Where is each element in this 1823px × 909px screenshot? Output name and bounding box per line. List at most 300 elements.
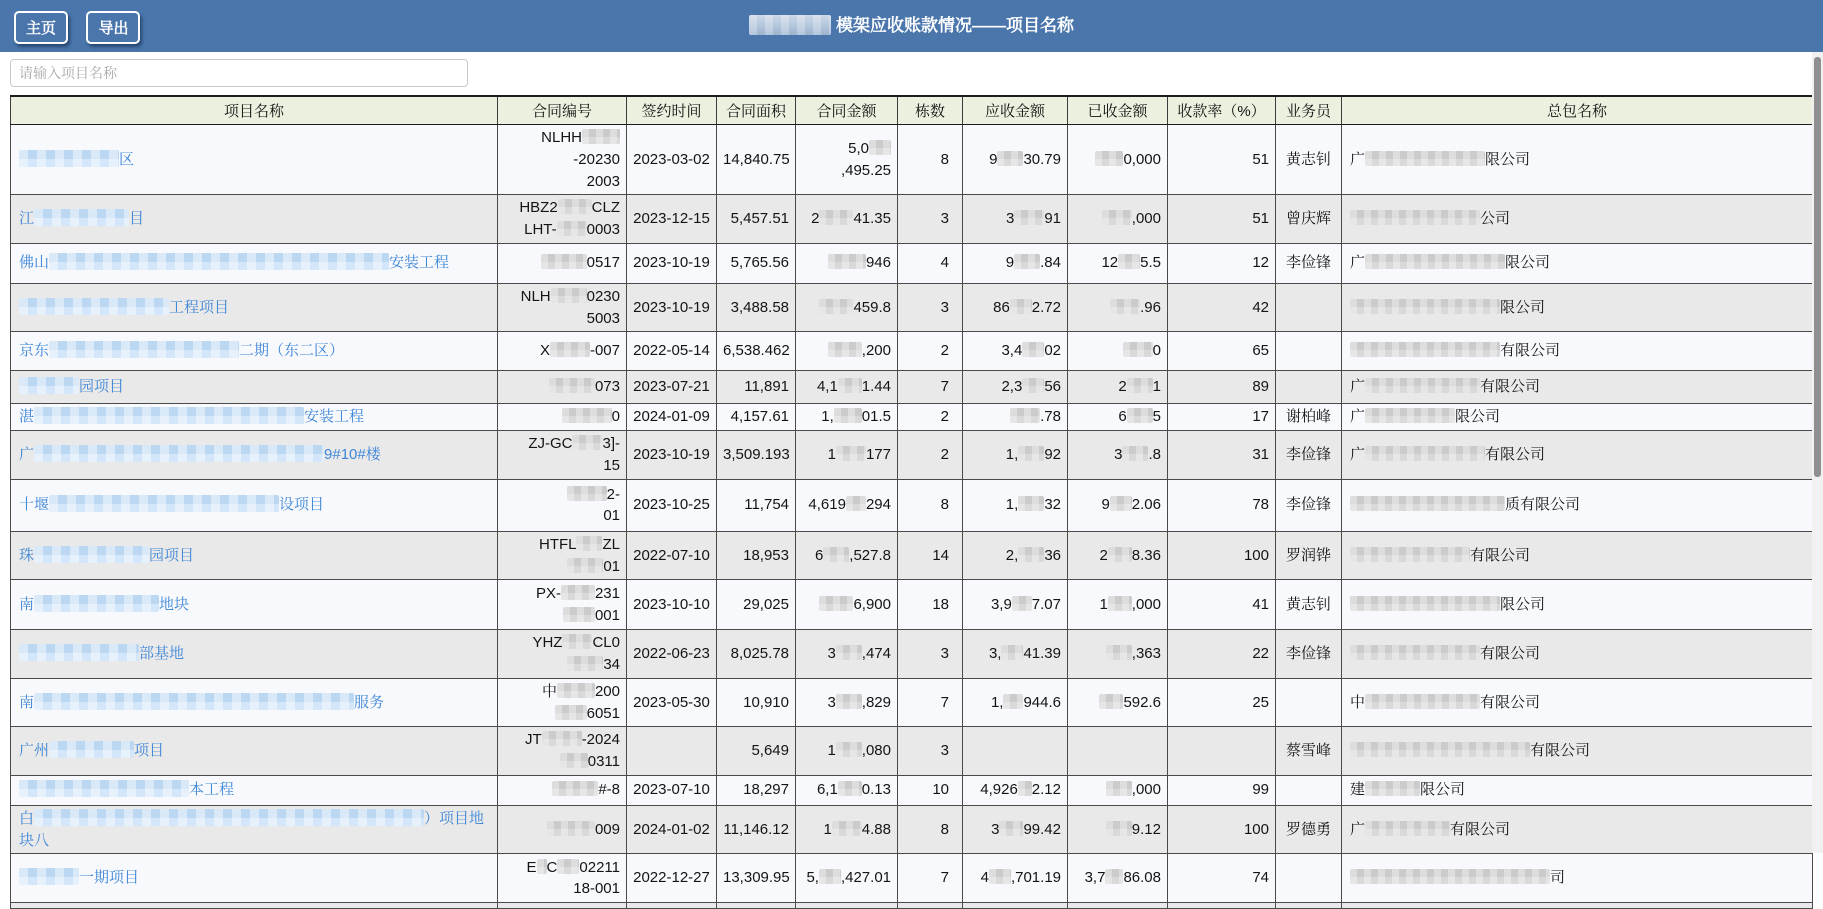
table-header-row — [11, 96, 1813, 125]
redacted-text — [1127, 378, 1153, 393]
cell-received: 12 5.5 — [1068, 243, 1168, 283]
redacted-text — [1350, 342, 1500, 357]
redacted-text — [1106, 821, 1132, 836]
redacted-text — [1365, 821, 1450, 836]
cell-contractor: 有限公司 — [1342, 630, 1813, 679]
column-header-receivable: 应收金额 — [963, 96, 1068, 125]
cell-name — [11, 678, 498, 727]
table-row — [11, 727, 1813, 776]
cell-blocks: 7 — [898, 678, 963, 727]
table-row — [11, 332, 1813, 371]
cell-no: ZJ-GC 3]- 15 — [498, 431, 627, 480]
cell-blocks: 2 — [898, 332, 963, 371]
cell-blocks: 8 — [898, 805, 963, 854]
cell-no — [498, 903, 627, 909]
cell-date: 2023-10-19 — [627, 283, 717, 332]
column-header-received: 已收金额 — [1068, 96, 1168, 125]
cell-name — [11, 332, 498, 371]
cell-contractor: 广 有限公司 — [1342, 431, 1813, 480]
redacted-text — [838, 378, 862, 393]
cell-no: NLH 0230 5003 — [498, 283, 627, 332]
cell-area: 11,754 — [717, 479, 796, 531]
page-title-text: 模架应收账款情况——项目名称 — [836, 16, 1074, 35]
redacted-text — [555, 705, 587, 720]
redacted-text — [1365, 446, 1485, 461]
table-row — [11, 854, 1813, 903]
cell-sales: 黄志钊 — [1276, 125, 1342, 195]
redacted-text — [1110, 496, 1132, 511]
cell-rate: 78 — [1168, 479, 1276, 531]
cell-sales — [1276, 678, 1342, 727]
redacted-text — [1350, 496, 1505, 511]
cell-no: 0 — [498, 404, 627, 431]
redacted-text — [869, 140, 891, 155]
company-logo-redacted — [749, 15, 831, 35]
redacted-text — [828, 254, 866, 269]
cell-date — [627, 727, 717, 776]
redacted-text — [838, 781, 862, 796]
redacted-text — [1108, 547, 1132, 562]
cell-received — [1068, 903, 1168, 909]
table-row — [11, 371, 1813, 404]
cell-blocks: 3 — [898, 727, 963, 776]
cell-amount: 4,619 294 — [796, 479, 898, 531]
table-row — [11, 531, 1813, 580]
redacted-text — [549, 378, 595, 393]
cell-received: .96 — [1068, 283, 1168, 332]
cell-no: 0517 — [498, 243, 627, 283]
cell-name — [11, 125, 498, 195]
redacted-text — [19, 644, 139, 661]
cell-area: 5,457.51 — [717, 195, 796, 244]
cell-received: 2 8.36 — [1068, 531, 1168, 580]
redacted-text — [1350, 299, 1500, 314]
redacted-text — [34, 407, 304, 424]
redacted-text — [34, 445, 324, 462]
cell-receivable: 3,4 02 — [963, 332, 1068, 371]
cell-sales — [1276, 854, 1342, 903]
redacted-text — [34, 595, 159, 612]
column-header-sales: 业务员 — [1276, 96, 1342, 125]
cell-sales — [1276, 283, 1342, 332]
redacted-text — [1018, 781, 1032, 796]
redacted-text — [989, 869, 1011, 884]
redacted-text — [1022, 342, 1044, 357]
cell-amount: 459.8 — [796, 283, 898, 332]
cell-blocks: 8 — [898, 125, 963, 195]
redacted-text — [19, 377, 79, 394]
project-link[interactable]: 佛山 安装工程 — [19, 254, 450, 272]
redacted-text — [836, 446, 866, 461]
top-bar — [0, 0, 1823, 52]
cell-receivable: .78 — [963, 404, 1068, 431]
column-header-date: 签约时间 — [627, 96, 717, 125]
cell-date: 2023-10-10 — [627, 580, 717, 630]
cell-date: 2023-03-02 — [627, 125, 717, 195]
cell-receivable: 9 .84 — [963, 243, 1068, 283]
cell-date: 2022-07-10 — [627, 531, 717, 580]
cell-sales — [1276, 371, 1342, 404]
cell-blocks: 2 — [898, 404, 963, 431]
redacted-text — [576, 536, 602, 551]
cell-rate: 42 — [1168, 283, 1276, 332]
cell-contractor: 广 限公司 — [1342, 125, 1813, 195]
cell-receivable: 4 ,701.19 — [963, 854, 1068, 903]
search-input[interactable] — [10, 59, 468, 87]
cell-receivable: 3, 41.39 — [963, 630, 1068, 679]
redacted-text — [1365, 781, 1420, 796]
redacted-text — [34, 209, 129, 226]
cell-name — [11, 431, 498, 480]
cell-date: 2023-07-10 — [627, 775, 717, 805]
column-header-rate: 收款率（%） — [1168, 96, 1276, 125]
redacted-text — [999, 821, 1023, 836]
redacted-text — [846, 496, 866, 511]
page-title — [0, 0, 1823, 52]
redacted-text — [1095, 151, 1123, 166]
redacted-text — [552, 781, 598, 796]
cell-received: 9 2.06 — [1068, 479, 1168, 531]
cell-sales: 李俭锋 — [1276, 630, 1342, 679]
cell-date: 2024-01-09 — [627, 404, 717, 431]
redacted-text — [567, 656, 603, 671]
column-header-blocks: 栋数 — [898, 96, 963, 125]
redacted-text — [1350, 742, 1530, 757]
project-link[interactable]: 部基地 — [19, 645, 184, 662]
cell-date: 2023-10-19 — [627, 431, 717, 480]
redacted-text — [34, 546, 149, 563]
cell-name — [11, 479, 498, 531]
cell-area: 13,309.95 — [717, 854, 796, 903]
cell-blocks: 14 — [898, 531, 963, 580]
redacted-text — [542, 731, 582, 746]
cell-rate: 25 — [1168, 678, 1276, 727]
redacted-text — [1106, 645, 1132, 660]
redacted-text — [19, 150, 119, 167]
redacted-text — [557, 683, 595, 698]
redacted-text — [1365, 408, 1455, 423]
redacted-text — [567, 558, 603, 573]
cell-no: X -007 — [498, 332, 627, 371]
cell-amount: 5, ,427.01 — [796, 854, 898, 903]
cell-contractor: 有限公司 — [1342, 332, 1813, 371]
cell-received: 3 .8 — [1068, 431, 1168, 480]
cell-sales — [1276, 775, 1342, 805]
cell-receivable: 3 91 — [963, 195, 1068, 244]
redacted-text — [819, 299, 853, 314]
redacted-text — [836, 694, 862, 709]
cell-amount: 5,0,495.25 — [796, 125, 898, 195]
table-row — [11, 404, 1813, 431]
cell-sales: 蔡雪峰 — [1276, 727, 1342, 776]
redacted-text — [558, 199, 592, 214]
project-link[interactable]: 白 ）项目地 块八 — [19, 809, 485, 849]
redacted-text — [1003, 694, 1023, 709]
cell-area — [717, 903, 796, 909]
redacted-text — [832, 821, 862, 836]
search-row — [10, 59, 1823, 87]
cell-name — [11, 727, 498, 776]
cell-received: 1 ,000 — [1068, 580, 1168, 630]
cell-amount: 6,900 — [796, 580, 898, 630]
cell-received: ,363 — [1068, 630, 1168, 679]
cell-receivable: 3,9 7.07 — [963, 580, 1068, 630]
project-link[interactable]: 区 — [19, 151, 134, 168]
cell-amount: 3 ,829 — [796, 678, 898, 727]
receivables-table — [10, 95, 1813, 909]
cell-no: JT -2024 0311 — [498, 727, 627, 776]
redacted-text — [1365, 378, 1480, 393]
cell-contractor: 有限公司 — [1342, 531, 1813, 580]
redacted-text — [19, 868, 79, 885]
cell-rate: 41 — [1168, 580, 1276, 630]
cell-contractor: 限公司 — [1342, 283, 1813, 332]
project-link[interactable]: 广 9#10#楼 — [19, 446, 381, 464]
cell-contractor: 司 — [1342, 854, 1813, 903]
table-row — [11, 431, 1813, 480]
column-header-area: 合同面积 — [717, 96, 796, 125]
table-row — [11, 775, 1813, 805]
cell-rate: 99 — [1168, 775, 1276, 805]
cell-area: 6,538.462 — [717, 332, 796, 371]
cell-name — [11, 283, 498, 332]
cell-received: ,000 — [1068, 775, 1168, 805]
vertical-scrollbar[interactable] — [1812, 52, 1823, 853]
redacted-text — [557, 221, 587, 236]
cell-amount: ,200 — [796, 332, 898, 371]
redacted-text — [567, 486, 607, 501]
redacted-text — [49, 253, 389, 270]
redacted-text — [1018, 446, 1044, 461]
cell-rate: 100 — [1168, 531, 1276, 580]
cell-contractor: 有限公司 — [1342, 727, 1813, 776]
cell-sales: 罗润铧 — [1276, 531, 1342, 580]
cell-no: 073 — [498, 371, 627, 404]
cell-rate: 51 — [1168, 195, 1276, 244]
table-row — [11, 243, 1813, 283]
cell-contractor: 中 有限公司 — [1342, 678, 1813, 727]
redacted-text — [1012, 596, 1032, 611]
cell-blocks: 3 — [898, 195, 963, 244]
cell-amount: 1 4.88 — [796, 805, 898, 854]
redacted-text — [34, 693, 354, 710]
cell-name — [11, 243, 498, 283]
redacted-text — [1018, 496, 1044, 511]
redacted-text — [1108, 596, 1132, 611]
cell-rate: 89 — [1168, 371, 1276, 404]
redacted-text — [49, 341, 239, 358]
redacted-text — [561, 585, 595, 600]
cell-amount: 2 41.35 — [796, 195, 898, 244]
cell-date: 2024-01-02 — [627, 805, 717, 854]
cell-no: 中 200 6051 — [498, 678, 627, 727]
redacted-text — [1110, 299, 1140, 314]
redacted-text — [1106, 781, 1132, 796]
home-button[interactable]: 主页 — [14, 11, 68, 44]
cell-received: 592.6 — [1068, 678, 1168, 727]
cell-area: 18,953 — [717, 531, 796, 580]
column-header-no: 合同编号 — [498, 96, 627, 125]
project-link[interactable]: 十堰 设项目 — [19, 496, 325, 514]
cell-name — [11, 580, 498, 630]
cell-receivable: 4,926 2.12 — [963, 775, 1068, 805]
cell-blocks: 7 — [898, 371, 963, 404]
redacted-text — [1350, 210, 1480, 225]
cell-date: 2023-05-30 — [627, 678, 717, 727]
cell-blocks: 8 — [898, 479, 963, 531]
project-link[interactable]: 本工程 — [19, 781, 234, 798]
cell-name — [11, 630, 498, 679]
redacted-text — [550, 342, 590, 357]
table-row — [11, 630, 1813, 679]
project-link[interactable]: 广州 项目 — [19, 742, 165, 760]
cell-receivable: 1, 944.6 — [963, 678, 1068, 727]
redacted-text — [1350, 645, 1480, 660]
cell-area: 5,765.56 — [717, 243, 796, 283]
cell-no: PX- 231 001 — [498, 580, 627, 630]
redacted-text — [1350, 596, 1500, 611]
redacted-text — [1001, 645, 1023, 660]
redacted-text — [834, 408, 862, 423]
redacted-text — [562, 634, 592, 649]
cell-received: 0,000 — [1068, 125, 1168, 195]
cell-area: 3,488.58 — [717, 283, 796, 332]
cell-sales: 李俭锋 — [1276, 243, 1342, 283]
project-link[interactable]: 京东 二期（东二区） — [19, 342, 345, 360]
redacted-text — [560, 753, 588, 768]
project-link[interactable]: 珠 园项目 — [19, 546, 195, 564]
cell-date: 2022-12-27 — [627, 854, 717, 903]
cell-area: 11,891 — [717, 371, 796, 404]
cell-sales: 黄志钊 — [1276, 580, 1342, 630]
redacted-text — [1127, 408, 1153, 423]
cell-blocks: 3 — [898, 283, 963, 332]
cell-area: 18,297 — [717, 775, 796, 805]
cell-rate — [1168, 903, 1276, 909]
redacted-text — [1350, 869, 1550, 884]
cell-received — [1068, 727, 1168, 776]
cell-received: 6 5 — [1068, 404, 1168, 431]
redacted-text — [1365, 254, 1505, 269]
column-header-amount: 合同金额 — [796, 96, 898, 125]
redacted-text — [1010, 299, 1032, 314]
cell-name — [11, 903, 498, 909]
cell-rate: 31 — [1168, 431, 1276, 480]
redacted-text — [19, 298, 169, 315]
redacted-text — [49, 741, 134, 758]
redacted-text — [1014, 254, 1040, 269]
cell-receivable: 2, 36 — [963, 531, 1068, 580]
cell-contractor: 广 有限公司 — [1342, 371, 1813, 404]
redacted-text — [1122, 446, 1148, 461]
cell-sales — [1276, 903, 1342, 909]
cell-date — [627, 903, 717, 909]
project-link[interactable]: 园项目 — [19, 378, 124, 395]
cell-received: 9.12 — [1068, 805, 1168, 854]
cell-no: HTFL ZL 01 — [498, 531, 627, 580]
cell-contractor: 广 限公司 — [1342, 243, 1813, 283]
cell-name — [11, 531, 498, 580]
cell-no: #-8 — [498, 775, 627, 805]
cell-no: 2- 01 — [498, 479, 627, 531]
cell-rate: 100 — [1168, 805, 1276, 854]
project-link[interactable]: 南 地块 — [19, 595, 190, 613]
redacted-text — [1105, 869, 1123, 884]
cell-received: 3,7 86.08 — [1068, 854, 1168, 903]
redacted-text — [1365, 151, 1485, 166]
cell-blocks: 7 — [898, 854, 963, 903]
table-row — [11, 195, 1813, 244]
redacted-text — [997, 151, 1023, 166]
cell-contractor: 质有限公司 — [1342, 479, 1813, 531]
project-link[interactable]: 南 服务 — [19, 693, 385, 711]
cell-no: E C 02211 18-001 — [498, 854, 627, 903]
cell-date: 2022-06-23 — [627, 630, 717, 679]
cell-contractor: 广 限公司 — [1342, 404, 1813, 431]
cell-rate: 74 — [1168, 854, 1276, 903]
cell-contractor: 建 限公司 — [1342, 775, 1813, 805]
cell-receivable: 9 30.79 — [963, 125, 1068, 195]
cell-contractor: 公司 — [1342, 195, 1813, 244]
cell-rate: 65 — [1168, 332, 1276, 371]
export-button[interactable]: 导出 — [86, 11, 140, 44]
redacted-text — [19, 780, 189, 797]
project-link[interactable]: 湛 安装工程 — [19, 408, 365, 426]
cell-receivable: 3 99.42 — [963, 805, 1068, 854]
project-link[interactable]: 江 目 — [19, 210, 145, 228]
cell-contractor — [1342, 903, 1813, 909]
cell-name — [11, 404, 498, 431]
cell-received: 2 1 — [1068, 371, 1168, 404]
redacted-text — [1099, 694, 1123, 709]
table-row — [11, 805, 1813, 854]
table-row — [11, 283, 1813, 332]
cell-receivable: 2,3 56 — [963, 371, 1068, 404]
cell-name — [11, 195, 498, 244]
redacted-text — [557, 859, 579, 874]
redacted-text — [819, 596, 853, 611]
redacted-text — [572, 435, 602, 450]
cell-name — [11, 854, 498, 903]
cell-received: ,000 — [1068, 195, 1168, 244]
cell-sales: 李俭锋 — [1276, 479, 1342, 531]
cell-contractor: 限公司 — [1342, 580, 1813, 630]
redacted-text — [562, 408, 612, 423]
redacted-text — [1010, 408, 1040, 423]
cell-name — [11, 775, 498, 805]
redacted-text — [34, 809, 424, 826]
cell-sales: 曾庆辉 — [1276, 195, 1342, 244]
table-row — [11, 479, 1813, 531]
scrollbar-thumb[interactable] — [1814, 57, 1821, 477]
table-row-partial — [11, 903, 1813, 909]
cell-no: YHZ CL0 34 — [498, 630, 627, 679]
cell-amount: 946 — [796, 243, 898, 283]
redacted-text — [537, 859, 547, 874]
cell-date: 2023-07-21 — [627, 371, 717, 404]
cell-sales: 罗德勇 — [1276, 805, 1342, 854]
cell-amount: 6 ,527.8 — [796, 531, 898, 580]
cell-rate: 22 — [1168, 630, 1276, 679]
redacted-text — [49, 495, 279, 512]
redacted-text — [541, 254, 587, 269]
table-row — [11, 678, 1813, 727]
project-link[interactable]: 一期项目 — [19, 869, 139, 886]
cell-amount: 4,1 1.44 — [796, 371, 898, 404]
cell-area: 3,509.193 — [717, 431, 796, 480]
cell-area: 8,025.78 — [717, 630, 796, 679]
project-link[interactable]: 工程项目 — [19, 299, 229, 316]
